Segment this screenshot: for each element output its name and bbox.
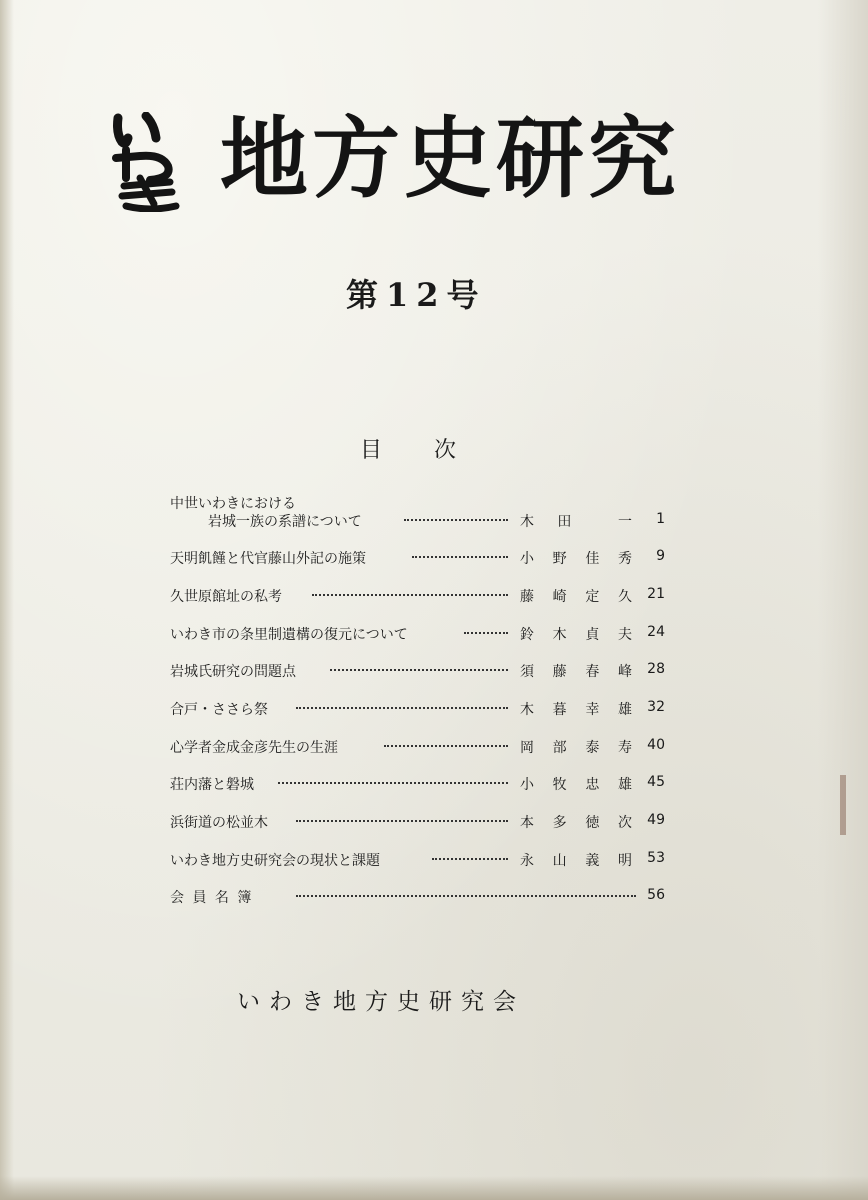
toc-entry-page: 9 (656, 548, 665, 564)
toc-entry-author: 木 田 一 (520, 514, 632, 530)
toc-entry (170, 887, 670, 907)
issue-number: 第12号 (346, 276, 487, 314)
toc-entry-title: 合戸・ささら祭 (170, 702, 268, 718)
toc-entry-author: 鈴 木 貞 夫 (520, 627, 632, 643)
toc-entry-author: 岡 部 泰 寿 (520, 740, 632, 756)
leader-dots (412, 556, 508, 558)
page-edge-bottom (0, 1176, 868, 1200)
leader-dots (404, 519, 508, 521)
leader-dots (296, 707, 508, 709)
leader-dots (278, 782, 508, 784)
toc-entry (170, 737, 670, 757)
toc-entry-title: 岩城氏研究の問題点 (170, 664, 296, 680)
toc-entry (170, 699, 670, 719)
toc-entry-title: 荘内藩と磐城 (170, 777, 254, 793)
toc-entry-title: 心学者金成金彦先生の生涯 (170, 740, 338, 756)
toc-heading (360, 433, 456, 464)
leader-dots (384, 745, 508, 747)
toc-entry-author: 小 野 佳 秀 (520, 551, 632, 567)
leader-dots (296, 895, 636, 897)
toc-entry-author: 本 多 徳 次 (520, 815, 632, 831)
toc-entry-author: 永 山 義 明 (520, 853, 632, 869)
toc-entry-title: 岩城一族の系譜について (208, 514, 362, 530)
toc-entry-page: 49 (647, 812, 665, 828)
toc-entry (170, 586, 670, 606)
toc-entry-title: 会 員 名 簿 (170, 890, 254, 906)
toc-entry-title: 久世原館址の私考 (170, 589, 282, 605)
toc-entry-author: 藤 崎 定 久 (520, 589, 632, 605)
toc-entry-page: 24 (647, 624, 665, 640)
leader-dots (296, 820, 508, 822)
toc-heading-char-1: 目 (360, 438, 383, 463)
toc-entry (170, 548, 670, 568)
toc-entry-author: 須 藤 春 峰 (520, 664, 632, 680)
stain-mark (840, 775, 846, 835)
leader-dots (330, 669, 508, 671)
toc-entry-page: 21 (647, 586, 665, 602)
toc-entry (170, 812, 670, 832)
toc-entry (170, 850, 670, 870)
toc-entry-page: 56 (647, 887, 665, 903)
publisher-name: いわき地方史研究会 (237, 989, 525, 1015)
toc-heading-char-2: 次 (434, 438, 457, 463)
leader-dots (464, 632, 508, 634)
toc-entry-page: 1 (656, 511, 665, 527)
journal-title: 地方史研究 (220, 107, 681, 210)
toc-entry-page: 40 (647, 737, 665, 753)
toc-entry-page: 53 (647, 850, 665, 866)
toc-entry-title: いわき地方史研究会の現状と課題 (170, 853, 380, 869)
toc-entry-title: 天明飢饉と代官藤山外記の施策 (170, 551, 366, 567)
toc-entry (170, 496, 670, 531)
toc-entry (170, 624, 670, 644)
toc-entry-page: 32 (647, 699, 665, 715)
leader-dots (312, 594, 508, 596)
toc-entry-title: 浜街道の松並木 (170, 815, 268, 831)
title-logo-mark (110, 112, 190, 212)
page-edge-right (818, 0, 868, 1200)
toc-entry (170, 774, 670, 794)
toc-entry-page: 28 (647, 661, 665, 677)
toc-entry-pretitle: 中世いわきにおける (170, 496, 296, 512)
toc-entry-title: いわき市の条里制遺構の復元について (170, 627, 408, 643)
toc-entry-author: 小 牧 忠 雄 (520, 777, 632, 793)
toc-entry-page: 45 (647, 774, 665, 790)
leader-dots (432, 858, 508, 860)
toc-entry-author: 木 暮 幸 雄 (520, 702, 632, 718)
toc-entry (170, 661, 670, 681)
page-edge-left (0, 0, 14, 1200)
